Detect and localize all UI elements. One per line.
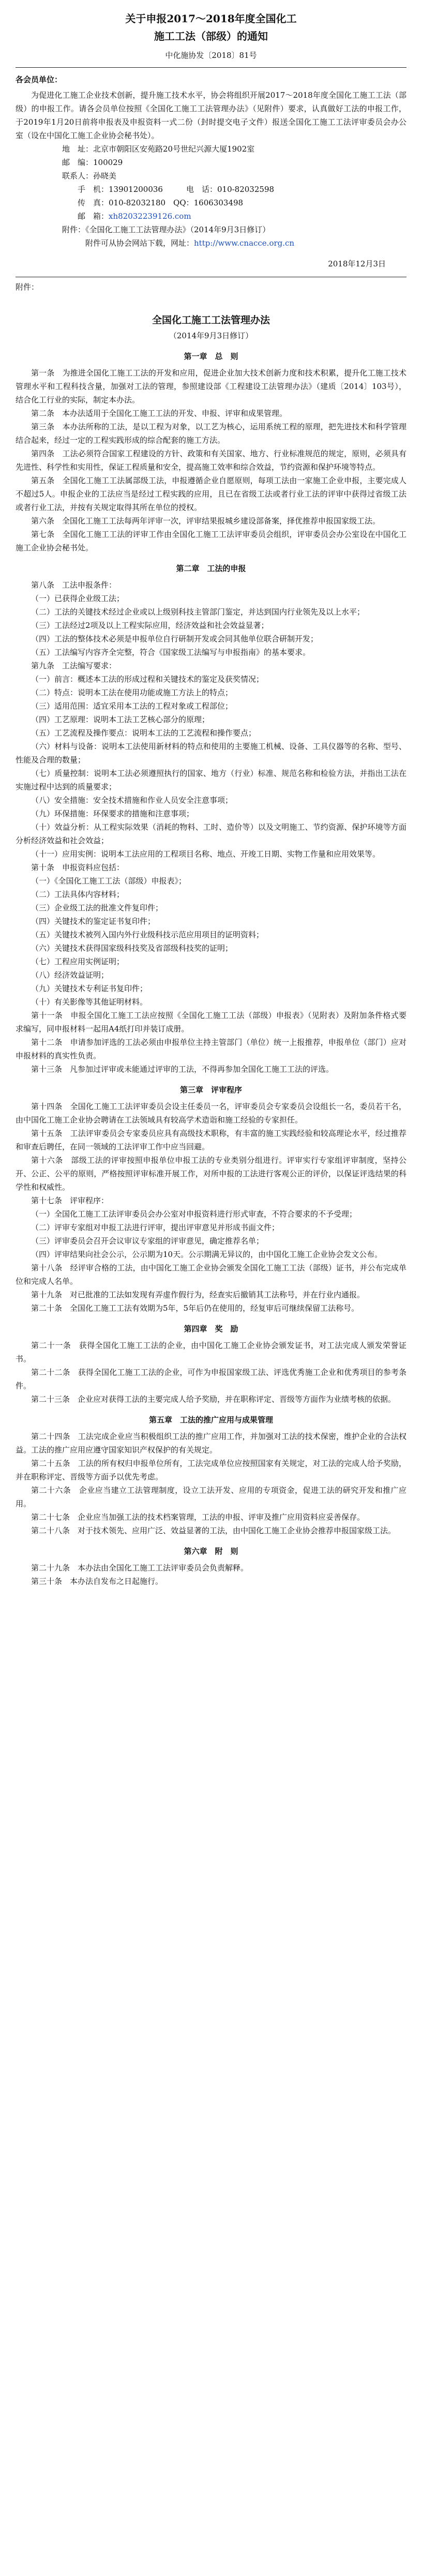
measures-subtitle: （2014年9月3日修订） [169,331,253,340]
article-paragraph: 第二十四条 工法完成企业应当积极组织工法的推广应用工作，并加强对工法的技术保密，维护企业的合法权益。工法的推广应用应遵守国家知识产权保护的有关规定。 [16,1432,406,1455]
article-paragraph: 第二十三条 企业应对获得工法的主要完成人给予奖励，并在职称评定、晋级等方面作为业绩考核的依据。 [31,1395,396,1404]
article-paragraph: 第十七条 评审程序： [31,1196,109,1205]
contact-block [16,142,406,250]
contact-email-link[interactable]: xh82032239126.com [109,212,191,221]
article-paragraph: 第一条 为推进全国化工施工工法的开发和应用，促进企业加大技术创新力度和技术积累，提升化工施工技术管理水平和工程科技含量，加强对工法的管理，参照建设部《工程建设工法管理办法》（建质〔2014〕103号），结合化工行业的实际，制定本办法。 [16,368,406,405]
article-paragraph: （四）工艺原理：说明本工法工艺核心部分的原理； [31,715,210,724]
salutation: 各会员单位： [16,75,63,84]
article-paragraph: 第十八条 经评审合格的工法，由中国化工施工企业协会颁发全国化工施工工法（部级）证书，并公布完成单位和完成人名单。 [16,1263,406,1286]
article-paragraph: 第十四条 全国化工施工工法评审委员会设主任委员一名，评审委员会专家委员会设组长一名，委员若干名，由中国化工施工企业协会聘请在工法领域具有较高学术造诣和施工经验的专家担任。 [16,1102,406,1125]
article-paragraph: 第十六条 部级工法的评审按照申报单位申报工法的专业类别分组进行。评审实行专家组评审制度，坚持公开、公正、公平的原则，严格按照评审标准开展工作，对所申报的工法进行客观公正的评价，以保证评选结果的科学性和权威性。 [16,1156,406,1192]
article-paragraph: （九）环保措施：环保要求的措施和注意事项； [31,809,194,818]
article-paragraph: 第二十二条 获得全国化工施工工法的企业，可作为申报国家级工法、评选优秀施工企业和优秀项目的参考条件。 [16,1368,406,1390]
article-paragraph: 第十一条 申报全国化工施工工法应按照《全国化工施工工法（部级）申报表》（见附表）及附加条件格式要求编写，同申报材料一起用A4纸打印并装订成册。 [16,1011,406,1034]
article-paragraph: （十一）应用实例：说明本工法应用的工程项目名称、地点、开竣工日期、实物工作量和应用效果等。 [31,849,381,859]
article-paragraph: 第二十八条 对于技术领先、应用广泛、效益显著的工法，由中国化工施工企业协会推荐申报国家级工法。 [31,1526,396,1535]
chapter-title: 第六章 附 则 [184,1547,238,1556]
article-paragraph: （九）关键技术专利证书复印件； [31,984,148,993]
article-paragraph: 第十条 申报资料应包括： [31,863,125,872]
article-paragraph: （八）安全措施：安全技术措施和作业人员安全注意事项； [31,796,233,805]
article-paragraph: （十）有关影像等其他证明材料。 [31,997,148,1007]
article-paragraph: （七）质量控制：说明本工法必须遵照执行的国家、地方（行业）标准、规范名称和检验方法，并指出工法在实施过程中达到的质量要求； [16,769,406,791]
chapter-section [16,1413,406,1537]
article-paragraph: （五）工法编写内容齐全完整，符合《国家级工法编写与申报指南》的基本要求。 [31,648,311,657]
contact-fax-qq: 传 真：010-82032180 QQ：1606303498 [78,198,244,207]
download-note-text: 附件可从协会网站下载，网址： [62,238,194,248]
article-paragraph: （三）企业级工法的批准文件复印件； [31,903,163,912]
article-paragraph: 第十九条 对已批准的工法如发现有弄虚作假行为，经查实后撤销其工法称号，并在行业内通报。 [31,1290,365,1299]
article-paragraph: （八）经济效益证明； [31,970,109,980]
article-paragraph: 第九条 工法编写要求： [31,661,117,670]
article-paragraph: （二）评审专家组对申报工法进行评审，提出评审意见并形成书面文件； [31,1223,280,1232]
document-number: 中化施协发〔2018〕81号 [165,51,257,60]
article-paragraph: 第八条 工法申报条件： [31,580,117,590]
article-paragraph: （五）关键技术被列入国内外行业级科技示范应用项目的证明资料； [31,930,264,939]
chapter-title: 第四章 奖 励 [184,1324,238,1334]
contact-address: 地 址：北京市朝阳区安苑路20号世纪兴源大厦1902室 [62,144,255,154]
notice-date: 2018年12月3日 [328,259,386,268]
contact-mobile: 手 机：13901200036 电 话：010-82032598 [78,185,275,194]
chapter-title: 第三章 评审程序 [179,1085,242,1095]
contact-email-row [16,209,406,223]
article-paragraph: （三）工法经过2项及以上工程实际应用，经济效益和社会效益显著； [31,621,269,630]
article-paragraph: 第二十条 全国化工施工工法有效期为5年，5年后仍在使用的，经复审后可继续保留工法称号。 [31,1304,359,1313]
article-paragraph: （一）《全国化工施工工法（部级）申报表》； [31,876,187,886]
article-paragraph: 第六条 全国化工施工工法每两年评审一次，评审结果报城乡建设部备案，择优推荐申报国家级工法。 [31,516,381,526]
article-paragraph: （十）效益分析：从工程实际效果（消耗的物料、工时、造价等）以及文明施工、节约资源、保护环境等方面分析经济效益和社会效益； [16,822,406,845]
contact-email-label: 邮 箱： [78,212,109,221]
article-paragraph: 第七条 全国化工施工工法的评审工作由全国化工施工工法评审委员会组织，评审委员会办公室设在中国化工施工企业协会秘书处。 [16,530,406,552]
article-paragraph: 第十五条 工法评审委员会专家委员应具有高级技术职称，有丰富的施工实践经验和较高理论水平，经过推荐和审查后聘任，在同一领域的工法评审工作中应当回避。 [16,1129,406,1151]
measures-title: 全国化工施工工法管理办法 [152,314,270,326]
article-paragraph: （五）工艺流程及操作要点：说明本工法的工艺流程和操作要点； [31,728,257,738]
article-paragraph: （四）评审结果向社会公示，公示期为10天。公示期满无异议的，由中国化工施工企业协会发文公布。 [31,1250,383,1259]
contact-person: 联系人：孙晓美 [62,171,117,181]
article-paragraph: 第三条 本办法所称的工法，是以工程为对象，以工艺为核心，运用系统工程的原理，把先进技术和科学管理结合起来，经过一定的工程实践形成的综合配套的施工方法。 [16,422,406,445]
article-paragraph: 第二十九条 本办法由全国化工施工工法评审委员会负责解释。 [31,1563,249,1572]
notice-header [16,11,406,68]
measures-body [16,350,406,1588]
chapter-section [16,1545,406,1588]
article-paragraph: （三）适用范围：适宜采用本工法的工程对象或工程部位； [31,701,233,711]
chapter-section [16,1083,406,1315]
website-link[interactable]: http://www.cnacce.org.cn [194,238,295,248]
article-paragraph: 第二十六条 企业应当建立工法管理制度，设立工法开发、应用的专项资金，促进工法的研究开发和推广应用。 [16,1486,406,1508]
chapter-title: 第二章 工法的申报 [176,564,246,573]
article-paragraph: 第二条 本办法适用于全国化工施工工法的开发、申报、评审和成果管理。 [31,409,288,418]
article-paragraph: （二）工法具体内容材料； [31,890,125,899]
notice-title-line2: 施工工法（部级）的通知 [154,30,268,42]
article-paragraph: 第十三条 凡参加过评审或未能通过评审的工法，不得再参加全国化工施工工法的评选。 [31,1065,334,1074]
attachment-label: 附件： [16,282,39,292]
chapter-title: 第五章 工法的推广应用与成果管理 [148,1415,273,1425]
article-paragraph: 第四条 工法必须符合国家工程建设的方针、政策和有关国家、地方、行业标准规范的规定，原则，必须具有先进性、科学性和实用性，保证工程质量和安全，提高施工效率和综合效益，节约资源和保护环境等特点。 [16,449,406,472]
article-paragraph: （一）已获得企业级工法； [31,594,125,603]
article-paragraph: 第五条 全国化工施工工法属部级工法，申报遵循企业自愿原则，每项工法由一家施工企业申报，主要完成人不超过5人。申报企业的工法应当是经过工程实践的应用，且已在省级工法或者行业工法的评审中获得过省级工法或者行业工法，并按有关规定取得其所在单位的授权。 [16,476,406,512]
chapter-section [16,1322,406,1406]
article-paragraph: （三）评审委员会召开会议审议专家组的评审意见，确定推荐名单； [31,1236,264,1246]
chapter-section [16,562,406,1076]
article-paragraph: （六）关键技术获得国家级科技奖及省部级科技奖的证明； [31,943,233,953]
notice-title-line1: 关于申报2017～2018年度全国化工 [125,12,297,25]
article-paragraph: 第十二条 申请参加评选的工法必须由申报单位主持主管部门（单位）统一上报推荐，申报单位（部门）应对申报材料的真实性负责。 [16,1038,406,1060]
article-paragraph: （七）工程应用实例证明； [31,957,125,966]
article-paragraph: （二）工法的关键技术经过企业或以上级别科技主管部门鉴定，并达到国内行业领先及以上水平； [31,607,365,617]
article-paragraph: （一）全国化工施工工法评审委员会办公室对申报资料进行形式审查，不符合要求的不予受理； [31,1209,357,1219]
header-divider [16,67,406,68]
article-paragraph: 第二十一条 获得全国化工施工工法的企业，由中国化工施工企业协会颁发证书，对工法完成人颁发荣誉证书。 [16,1341,406,1364]
article-paragraph: （一）前言：概述本工法的形成过程和关键技术的鉴定及获奖情况； [31,675,264,684]
download-note [16,236,406,250]
article-paragraph: 第二十七条 企业应当加强工法的技术档案管理，工法的申报、评审及推广应用资料应妥善保存。 [31,1512,365,1522]
article-paragraph: （六）材料与设备：说明本工法使用新材料的特点和使用的主要施工机械、设备、工具仪器等的名称、型号、性能及合理的数量； [16,742,406,765]
chapter-title: 第一章 总 则 [184,352,238,361]
attachment-note: 附件：《全国化工施工工法管理办法》（2014年9月3日修订） [62,225,270,234]
notice-body-paragraph: 为促进化工施工企业技术创新，提升施工技术水平，协会将组织开展2017～2018年度全国化工施工工法（部级）的申报工作。请各会员单位按照《全国化工施工工法管理办法》（见附件）要求，认真做好工法的申报工作，于2019年1月20日前将申报表及申报资料一式二份（封时提交电子文件）报送全国化工施工工法评审委员会办公室（设在中国化工施工企业协会秘书处）。 [16,91,406,140]
article-paragraph: （二）特点：说明本工法在使用功能或施工方法上的特点； [31,688,233,697]
article-paragraph: 第二十五条 工法的所有权归申报单位所有，工法完成单位应按照国家有关规定，对工法的完成人给予奖励，并在职称评定、晋级等方面予以优先考虑。 [16,1459,406,1481]
article-paragraph: 第三十条 本办法自发布之日起施行。 [31,1577,163,1586]
article-paragraph: （四）工法的整体技术必须是申报单位自行研制开发或会同其他单位联合研制开发； [31,634,319,643]
contact-postcode: 邮 编：100029 [62,158,123,167]
chapter-section [16,350,406,555]
article-paragraph: （四）关键技术的鉴定证书复印件； [31,917,156,926]
